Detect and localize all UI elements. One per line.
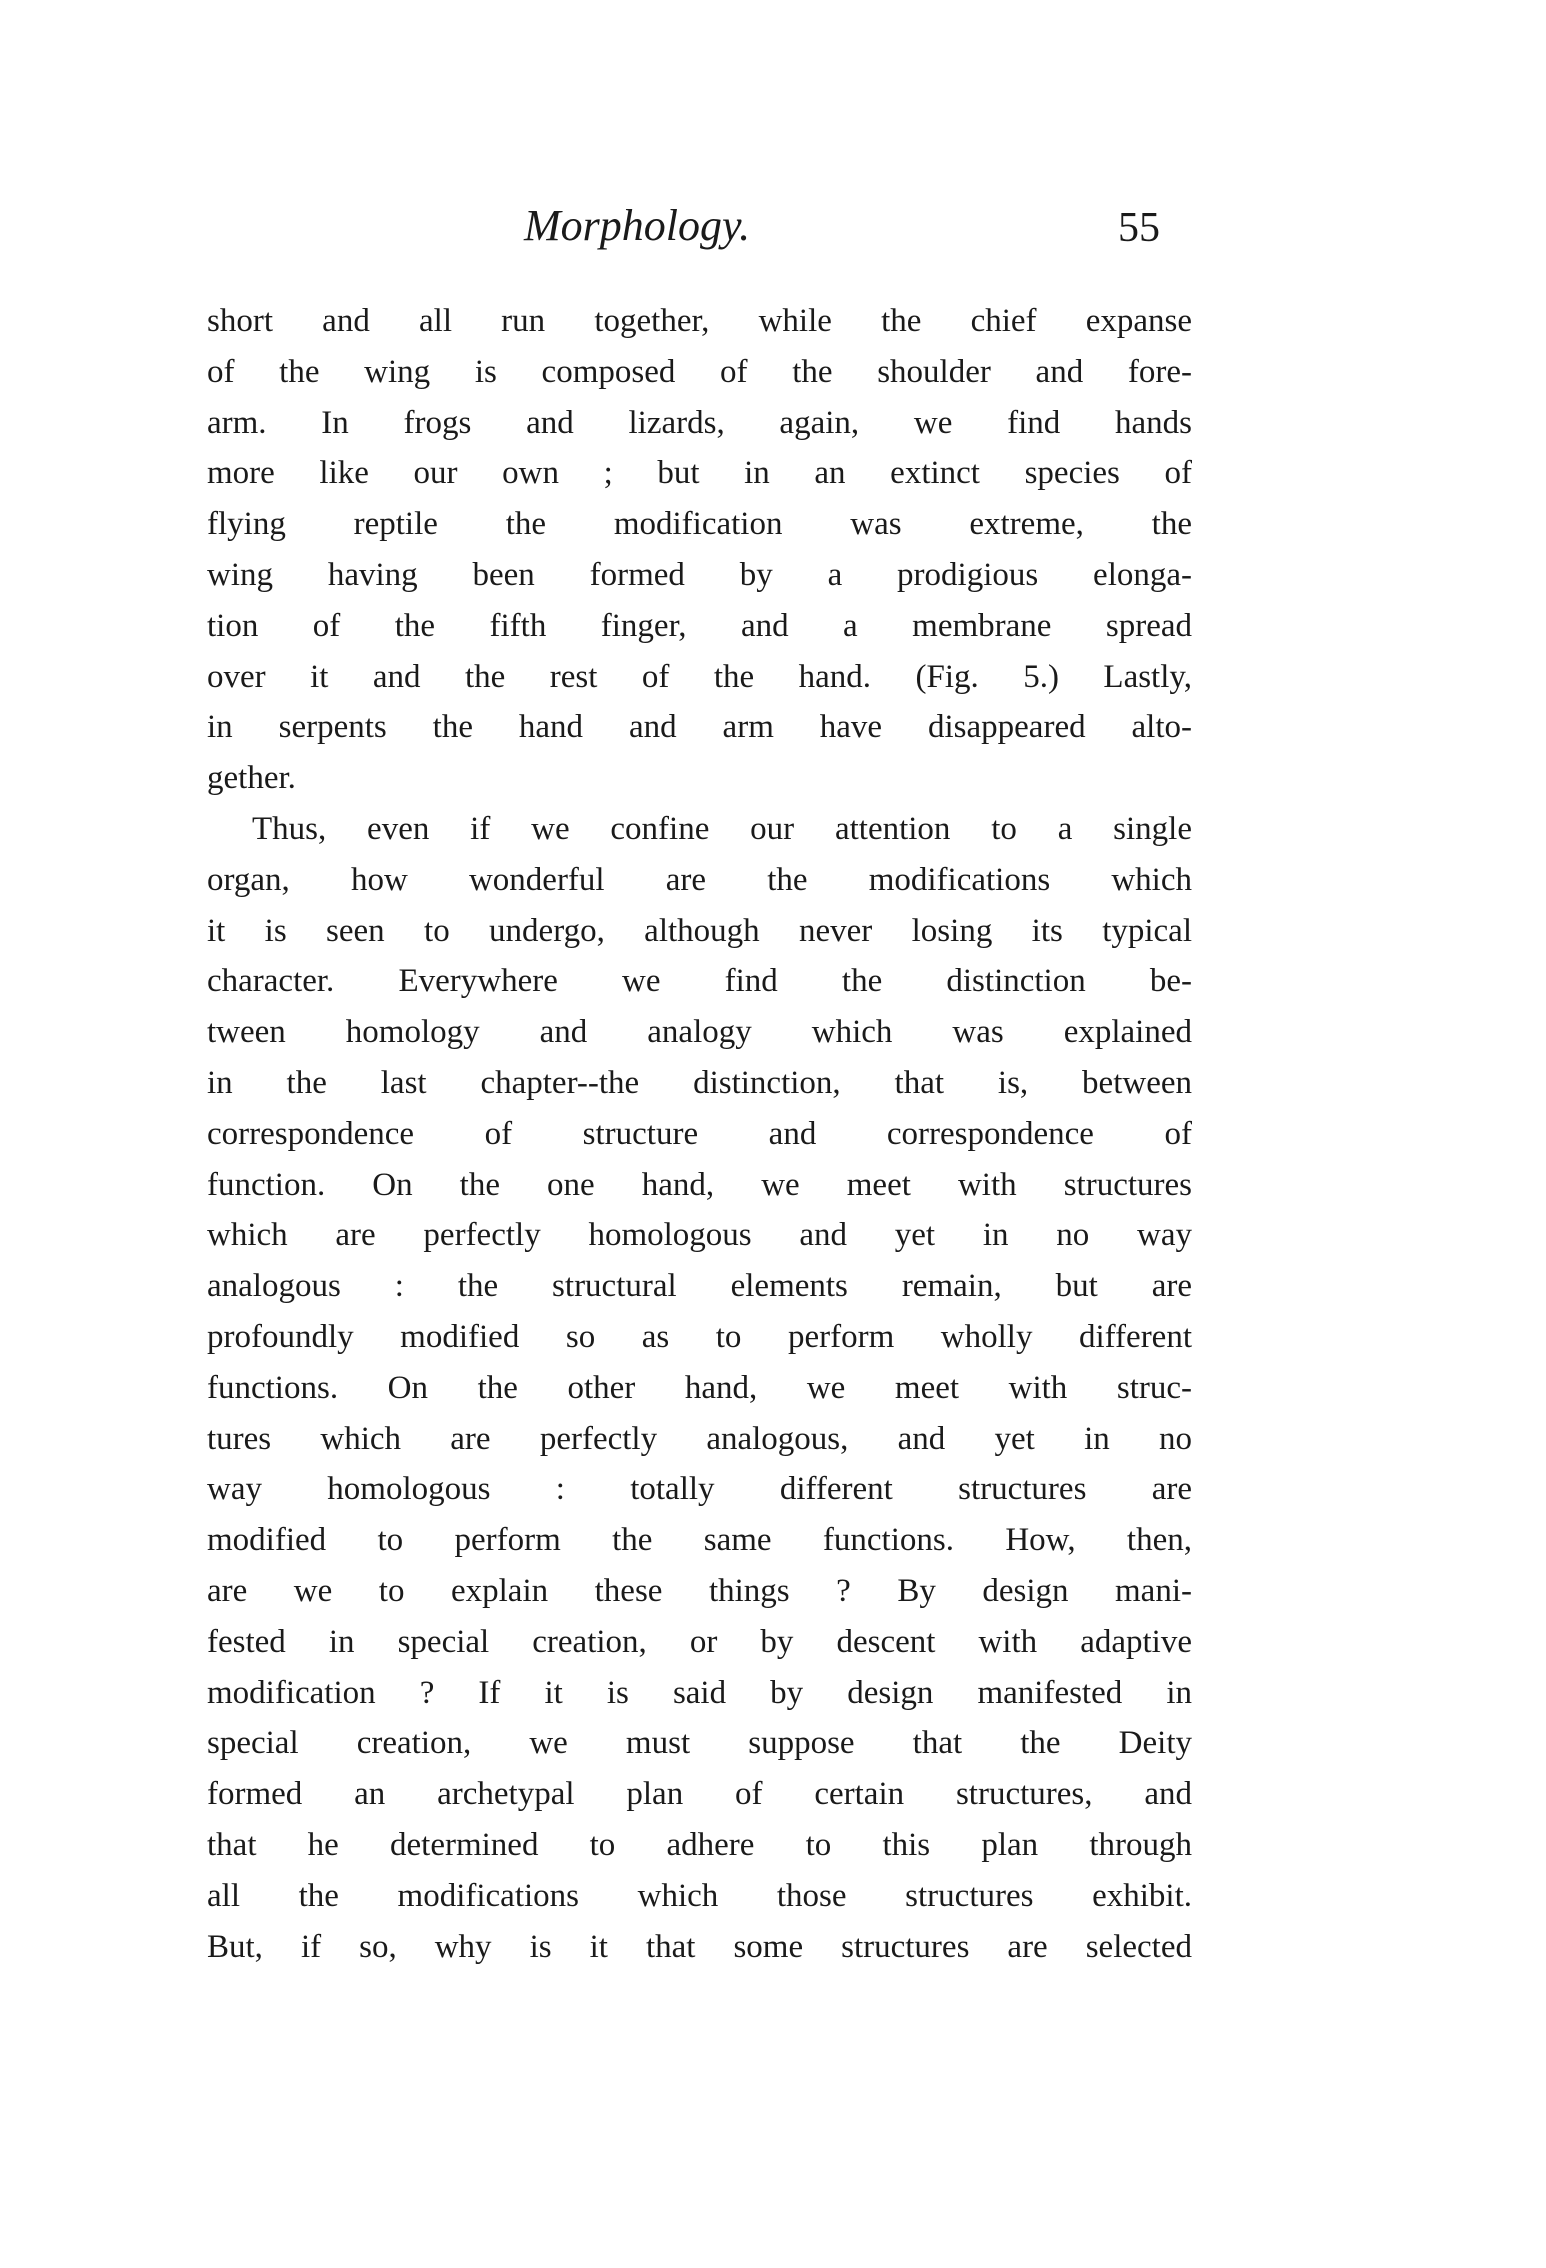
running-header (0, 200, 1546, 260)
text-line: modified to perform the same functions. How, then, (207, 1522, 1192, 1559)
text-line: tween homology and analogy which was explained (207, 1014, 1192, 1051)
text-line: gether. (207, 760, 296, 797)
text-line: function. On the one hand, we meet with structures (207, 1166, 1192, 1203)
text-line: Thus, even if we confine our attention to a single (252, 810, 1192, 847)
text-line: short and all run together, while the chief expanse (207, 303, 1192, 339)
text-line: But, if so, why is it that some structures are selected (207, 1928, 1192, 1965)
text-line: in the last chapter--the distinction, that is, between (207, 1064, 1192, 1101)
text-line: flying reptile the modification was extreme, the (207, 506, 1192, 543)
text-line: functions. On the other hand, we meet with struc- (207, 1369, 1192, 1406)
text-line: character. Everywhere we find the distinction be- (207, 963, 1192, 1000)
body-text (207, 296, 1192, 1972)
text-line: fested in special creation, or by descent with adaptive (207, 1623, 1192, 1660)
text-line: in serpents the hand and arm have disappeared alto- (207, 709, 1192, 746)
text-line: profoundly modified so as to perform wholly different (207, 1318, 1192, 1355)
chapter-title: Morphology. (524, 201, 751, 250)
text-line: tion of the fifth finger, and a membrane spread (207, 607, 1192, 644)
text-line: formed an archetypal plan of certain structures, and (207, 1776, 1192, 1813)
page-number: 55 (1118, 205, 1160, 251)
text-line: analogous : the structural elements remain, but are (207, 1268, 1192, 1305)
text-line: modification ? If it is said by design manifested in (207, 1674, 1192, 1711)
text-line: over it and the rest of the hand. (Fig. 5.) Lastly, (207, 658, 1192, 695)
text-line: arm. In frogs and lizards, again, we find hands (207, 404, 1192, 441)
text-line: special creation, we must suppose that the Deity (207, 1725, 1192, 1762)
text-line: wing having been formed by a prodigious elonga- (207, 556, 1192, 593)
text-line: all the modifications which those structures exhibit. (207, 1877, 1192, 1914)
text-line: way homologous : totally different structures are (207, 1471, 1192, 1508)
text-line: it is seen to undergo, although never losing its typical (207, 912, 1192, 949)
text-line: tures which are perfectly analogous, and yet in no (207, 1420, 1192, 1457)
text-line: that he determined to adhere to this plan through (207, 1826, 1192, 1863)
text-line: which are perfectly homologous and yet in no way (207, 1217, 1192, 1254)
text-line: more like our own ; but in an extinct species of (207, 455, 1192, 492)
text-line: of the wing is composed of the shoulder and fore- (207, 353, 1192, 390)
text-line: organ, how wonderful are the modifications which (207, 861, 1192, 898)
text-line: correspondence of structure and correspondence of (207, 1115, 1192, 1152)
text-line: are we to explain these things ? By design mani- (207, 1572, 1192, 1609)
